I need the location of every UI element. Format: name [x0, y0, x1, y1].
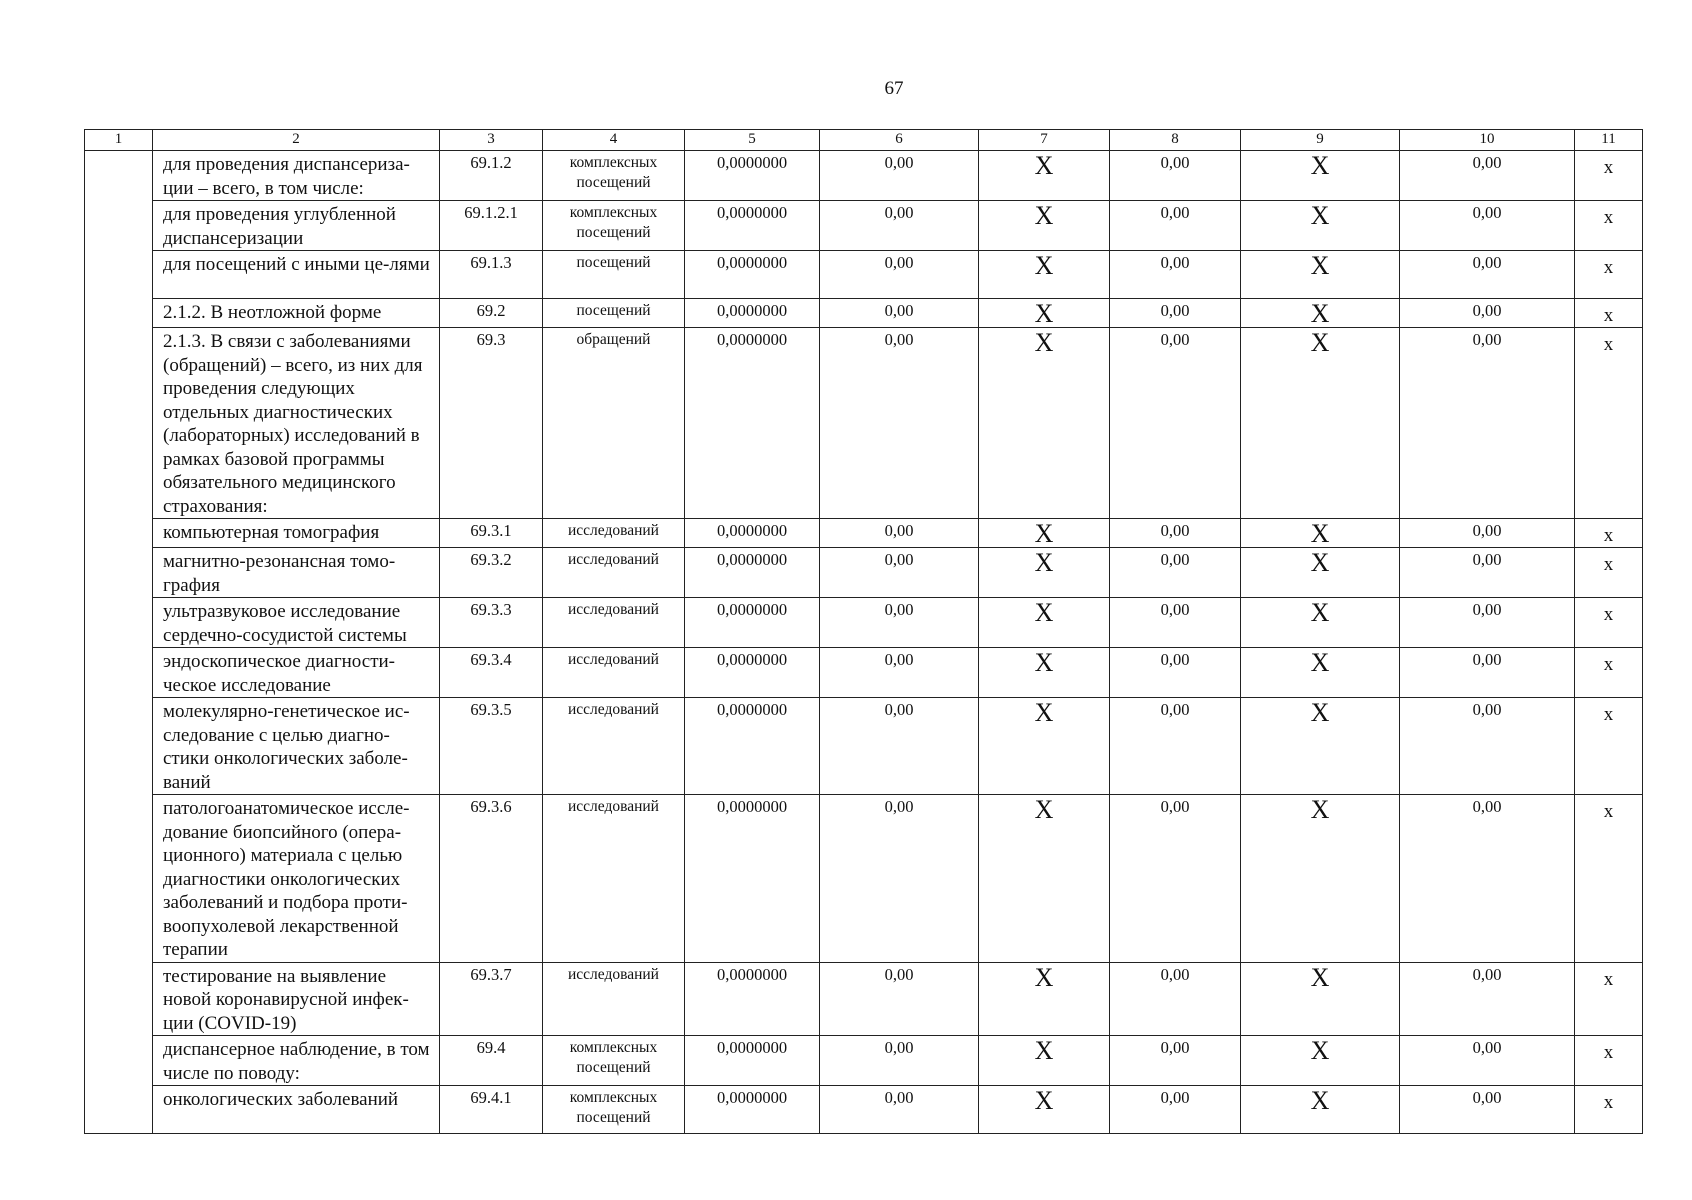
row-unit: исследований [543, 519, 685, 548]
column-number: 8 [1110, 130, 1241, 151]
row-value-5: 0,0000000 [685, 299, 820, 328]
row-code: 69.3.3 [440, 598, 543, 648]
row-mark-11: х [1575, 698, 1643, 795]
row-mark-7: Х [979, 1036, 1110, 1086]
row-mark-7: Х [979, 698, 1110, 795]
row-code: 69.3.6 [440, 795, 543, 963]
row-mark-11: х [1575, 1036, 1643, 1086]
row-value-6: 0,00 [820, 1086, 979, 1134]
row-mark-11: х [1575, 648, 1643, 698]
row-value-6: 0,00 [820, 698, 979, 795]
row-value-8: 0,00 [1110, 962, 1241, 1036]
row-mark-11: х [1575, 962, 1643, 1036]
row-mark-7: Х [979, 648, 1110, 698]
row-value-6: 0,00 [820, 151, 979, 201]
row-mark-11: х [1575, 328, 1643, 519]
row-name: тестирование на выявление новой коронавирусной инфек-ции (COVID-19) [153, 962, 440, 1036]
table-row [85, 201, 1643, 251]
row-value-10: 0,00 [1400, 328, 1575, 519]
row-mark-7: Х [979, 1086, 1110, 1134]
row-value-5: 0,0000000 [685, 648, 820, 698]
table-row [85, 548, 1643, 598]
row-value-10: 0,00 [1400, 648, 1575, 698]
row-value-6: 0,00 [820, 201, 979, 251]
row-value-8: 0,00 [1110, 648, 1241, 698]
row-name: для проведения диспансериза-ции – всего, в том числе: [153, 151, 440, 201]
column-number: 7 [979, 130, 1110, 151]
table-row [85, 251, 1643, 299]
row-value-10: 0,00 [1400, 1086, 1575, 1134]
row-value-6: 0,00 [820, 795, 979, 963]
row-code: 69.3.5 [440, 698, 543, 795]
row-value-5: 0,0000000 [685, 548, 820, 598]
row-mark-7: Х [979, 251, 1110, 299]
row-value-8: 0,00 [1110, 795, 1241, 963]
row-mark-7: Х [979, 795, 1110, 963]
row-code: 69.3.1 [440, 519, 543, 548]
row-code: 69.3.7 [440, 962, 543, 1036]
data-table [84, 129, 1643, 1134]
table-row [85, 519, 1643, 548]
row-value-8: 0,00 [1110, 1036, 1241, 1086]
row-mark-11: х [1575, 201, 1643, 251]
row-value-8: 0,00 [1110, 151, 1241, 201]
column-number: 6 [820, 130, 979, 151]
row-mark-9: Х [1241, 795, 1400, 963]
row-mark-11: х [1575, 795, 1643, 963]
row-value-8: 0,00 [1110, 201, 1241, 251]
row-value-6: 0,00 [820, 328, 979, 519]
row-mark-7: Х [979, 548, 1110, 598]
row-value-6: 0,00 [820, 648, 979, 698]
row-value-8: 0,00 [1110, 519, 1241, 548]
table-row [85, 698, 1643, 795]
row-unit: исследований [543, 648, 685, 698]
row-mark-11: х [1575, 519, 1643, 548]
row-value-5: 0,0000000 [685, 519, 820, 548]
row-value-10: 0,00 [1400, 698, 1575, 795]
table-row [85, 299, 1643, 328]
row-value-6: 0,00 [820, 519, 979, 548]
row-value-10: 0,00 [1400, 299, 1575, 328]
row-mark-11: х [1575, 548, 1643, 598]
row-mark-9: Х [1241, 201, 1400, 251]
column-number: 10 [1400, 130, 1575, 151]
row-mark-11: х [1575, 1086, 1643, 1134]
table-row [85, 962, 1643, 1036]
row-code: 69.4.1 [440, 1086, 543, 1134]
row-mark-7: Х [979, 299, 1110, 328]
row-value-8: 0,00 [1110, 328, 1241, 519]
row-name: 2.1.2. В неотложной форме [153, 299, 440, 328]
row-mark-7: Х [979, 598, 1110, 648]
row-name: эндоскопическое диагности-ческое исследование [153, 648, 440, 698]
row-mark-9: Х [1241, 648, 1400, 698]
row-name: диспансерное наблюдение, в том числе по поводу: [153, 1036, 440, 1086]
row-value-5: 0,0000000 [685, 328, 820, 519]
row-value-5: 0,0000000 [685, 698, 820, 795]
row-mark-9: Х [1241, 548, 1400, 598]
row-value-8: 0,00 [1110, 251, 1241, 299]
row-unit: обращений [543, 328, 685, 519]
row-unit: посещений [543, 299, 685, 328]
row-mark-9: Х [1241, 598, 1400, 648]
table-row [85, 1086, 1643, 1134]
row-value-6: 0,00 [820, 1036, 979, 1086]
row-unit: комплексных посещений [543, 1086, 685, 1134]
table-row [85, 598, 1643, 648]
row-unit: исследований [543, 598, 685, 648]
row-value-10: 0,00 [1400, 151, 1575, 201]
column-number: 2 [153, 130, 440, 151]
row-code: 69.4 [440, 1036, 543, 1086]
row-value-5: 0,0000000 [685, 1036, 820, 1086]
row-value-8: 0,00 [1110, 1086, 1241, 1134]
row-value-6: 0,00 [820, 251, 979, 299]
row-value-8: 0,00 [1110, 698, 1241, 795]
row-value-10: 0,00 [1400, 201, 1575, 251]
table-row [85, 328, 1643, 519]
row-code: 69.3.4 [440, 648, 543, 698]
row-value-6: 0,00 [820, 598, 979, 648]
row-value-8: 0,00 [1110, 299, 1241, 328]
row-unit: комплексных посещений [543, 151, 685, 201]
row-value-10: 0,00 [1400, 795, 1575, 963]
column-number: 4 [543, 130, 685, 151]
table-row [85, 151, 1643, 201]
row-name: для посещений с иными це-лями [153, 251, 440, 299]
row-value-10: 0,00 [1400, 251, 1575, 299]
row-name: компьютерная томография [153, 519, 440, 548]
row-unit: посещений [543, 251, 685, 299]
table-row [85, 1036, 1643, 1086]
column-number-row [85, 130, 1643, 151]
row-mark-9: Х [1241, 1086, 1400, 1134]
column-number: 9 [1241, 130, 1400, 151]
row-code: 69.3 [440, 328, 543, 519]
row-code: 69.1.2 [440, 151, 543, 201]
row-name: ультразвуковое исследование сердечно-сосудистой системы [153, 598, 440, 648]
row-mark-7: Х [979, 328, 1110, 519]
row-value-10: 0,00 [1400, 962, 1575, 1036]
row-value-5: 0,0000000 [685, 201, 820, 251]
row-mark-9: Х [1241, 151, 1400, 201]
table-row [85, 648, 1643, 698]
row-value-10: 0,00 [1400, 598, 1575, 648]
column-number: 1 [85, 130, 153, 151]
row-code: 69.1.2.1 [440, 201, 543, 251]
column-number: 11 [1575, 130, 1643, 151]
row-value-5: 0,0000000 [685, 151, 820, 201]
row-mark-7: Х [979, 201, 1110, 251]
row-unit: исследований [543, 962, 685, 1036]
row-unit: исследований [543, 548, 685, 598]
column-number: 3 [440, 130, 543, 151]
row-name: магнитно-резонансная томо-графия [153, 548, 440, 598]
row-name: патологоанатомическое иссле-дование биопсийного (опера-ционного) материала с целью диагностики онкологических заболеваний и подбора проти-воопухолевой лекарственной терапии [153, 795, 440, 963]
row-value-6: 0,00 [820, 548, 979, 598]
row-mark-9: Х [1241, 328, 1400, 519]
row-mark-7: Х [979, 519, 1110, 548]
column-number: 5 [685, 130, 820, 151]
row-mark-11: х [1575, 598, 1643, 648]
row-unit: исследований [543, 795, 685, 963]
row-value-8: 0,00 [1110, 598, 1241, 648]
row-value-6: 0,00 [820, 299, 979, 328]
row-name: молекулярно-генетическое ис-следование с целью диагно-стики онкологических заболе-ваний [153, 698, 440, 795]
row-value-5: 0,0000000 [685, 795, 820, 963]
row-value-5: 0,0000000 [685, 598, 820, 648]
row-mark-7: Х [979, 962, 1110, 1036]
row-name: для проведения углубленной диспансеризации [153, 201, 440, 251]
page-number: 67 [884, 78, 904, 99]
row-value-6: 0,00 [820, 962, 979, 1036]
row-mark-9: Х [1241, 698, 1400, 795]
table-row [85, 795, 1643, 963]
row-mark-9: Х [1241, 299, 1400, 328]
row-value-10: 0,00 [1400, 548, 1575, 598]
row-code: 69.2 [440, 299, 543, 328]
row-mark-11: х [1575, 151, 1643, 201]
row-value-8: 0,00 [1110, 548, 1241, 598]
row-unit: комплексных посещений [543, 1036, 685, 1086]
row-name: онкологических заболеваний [153, 1086, 440, 1134]
section-number-cell [85, 151, 153, 1134]
row-value-10: 0,00 [1400, 519, 1575, 548]
row-mark-9: Х [1241, 519, 1400, 548]
row-unit: исследований [543, 698, 685, 795]
row-mark-7: Х [979, 151, 1110, 201]
row-code: 69.3.2 [440, 548, 543, 598]
row-name: 2.1.3. В связи с заболеваниями (обращений) – всего, из них для проведения следующих отдельных диагностических (лабораторных) исследований в рамках базовой программы обязательного медицинского страхования: [153, 328, 440, 519]
row-code: 69.1.3 [440, 251, 543, 299]
row-mark-11: х [1575, 251, 1643, 299]
row-unit: комплексных посещений [543, 201, 685, 251]
row-value-10: 0,00 [1400, 1036, 1575, 1086]
row-value-5: 0,0000000 [685, 962, 820, 1036]
row-value-5: 0,0000000 [685, 251, 820, 299]
row-value-5: 0,0000000 [685, 1086, 820, 1134]
row-mark-11: х [1575, 299, 1643, 328]
row-mark-9: Х [1241, 962, 1400, 1036]
row-mark-9: Х [1241, 251, 1400, 299]
row-mark-9: Х [1241, 1036, 1400, 1086]
